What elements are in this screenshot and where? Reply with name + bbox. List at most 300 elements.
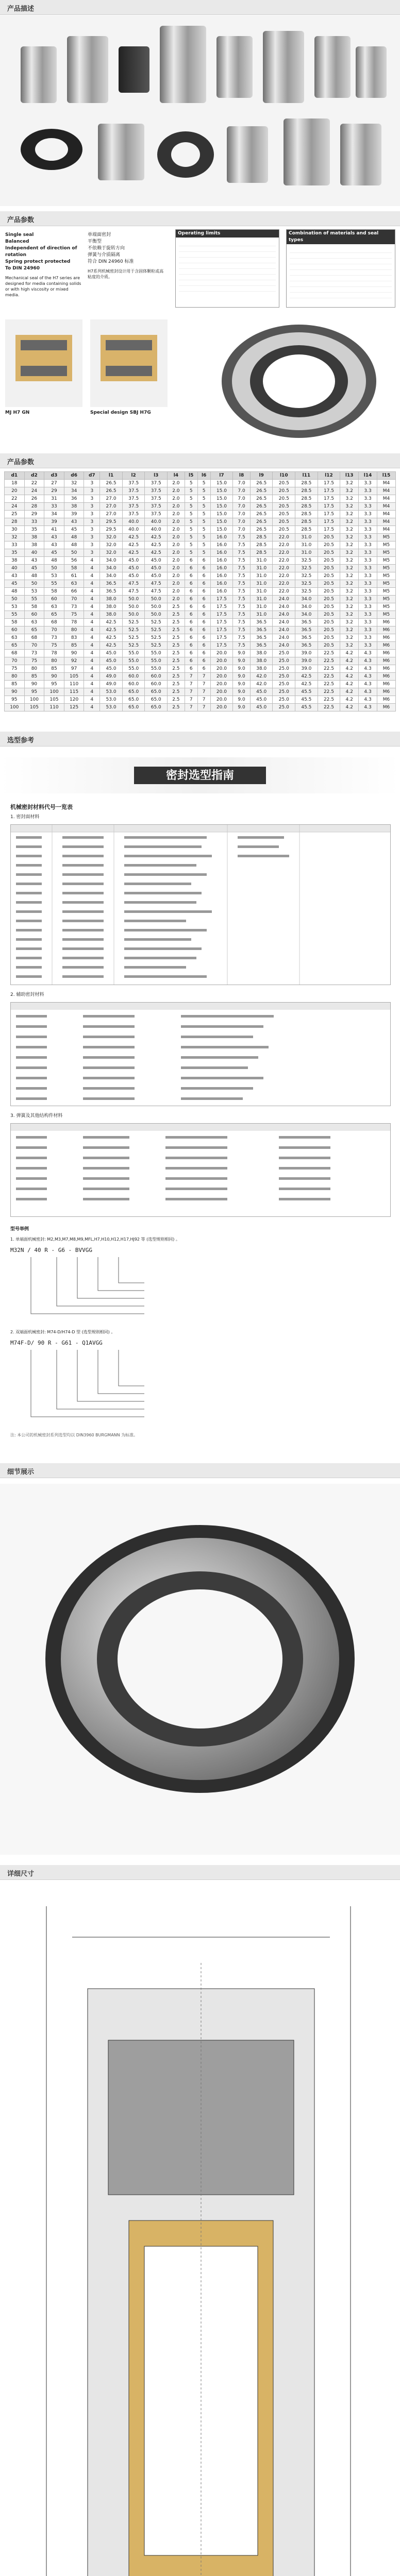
table-cell: 6 (185, 657, 197, 665)
table-cell: 26.5 (250, 526, 273, 534)
spec-table (4, 471, 396, 711)
table-cell: 2.0 (168, 511, 185, 518)
table-cell: 4 (84, 565, 100, 572)
table-cell: 4 (84, 673, 100, 681)
table-cell: 2.5 (168, 665, 185, 673)
table-cell: 3 (84, 549, 100, 557)
table-cell: 100 (24, 696, 44, 704)
table-cell: 6 (185, 588, 197, 596)
table-cell: 63 (24, 619, 44, 626)
table-cell: 70 (24, 642, 44, 650)
table-cell: 34.0 (295, 611, 318, 619)
table-row (5, 534, 396, 541)
table-cell: 9.0 (233, 673, 251, 681)
table-cell: 7.5 (233, 619, 251, 626)
table-cell: 4.3 (359, 665, 377, 673)
product-photo-collage (0, 15, 400, 206)
table-cell: 95 (24, 688, 44, 696)
model-right-label: Special design SBJ H7G (90, 410, 151, 415)
table-cell: 7.5 (233, 626, 251, 634)
table-row (5, 511, 396, 518)
table-cell: 37.5 (145, 487, 168, 495)
table-cell: 31.0 (295, 534, 318, 541)
spec-header-l1: l1 (100, 472, 123, 480)
table-cell: 4 (84, 704, 100, 711)
table-cell: 5 (197, 549, 210, 557)
table-cell: 3.3 (359, 518, 377, 526)
table-cell: 55.0 (145, 665, 168, 673)
table-cell: 2.0 (168, 526, 185, 534)
table-cell: 7 (197, 696, 210, 704)
table-cell: 4 (84, 572, 100, 580)
table-cell: 7 (197, 704, 210, 711)
seal-drawing-left (5, 319, 82, 407)
table-row (5, 681, 396, 688)
table-row (5, 603, 396, 611)
table-cell: 7.5 (233, 611, 251, 619)
table-cell: 16.0 (210, 580, 233, 588)
feature-en-2: Balanced (5, 239, 29, 244)
table-cell: 75 (24, 657, 44, 665)
table-cell: 7 (185, 704, 197, 711)
table-cell: 5 (197, 541, 210, 549)
table-cell: 4 (84, 657, 100, 665)
table-cell: 3 (84, 511, 100, 518)
table-cell: 38.0 (250, 665, 273, 673)
table-cell: 36.5 (250, 634, 273, 642)
table-cell: 4 (84, 626, 100, 634)
table-cell: 45.0 (100, 657, 123, 665)
main-seal-photo (206, 314, 392, 448)
operating-limits-box (175, 229, 279, 308)
table-cell: M4 (377, 511, 395, 518)
table-cell: 60 (24, 611, 44, 619)
table-row (5, 704, 396, 711)
table-cell: 3.3 (359, 588, 377, 596)
table-cell: 15.0 (210, 495, 233, 503)
table-cell: 105 (64, 673, 84, 681)
table-cell: 25.0 (273, 688, 295, 696)
table-cell: 26.5 (250, 518, 273, 526)
table-cell: 7.5 (233, 596, 251, 603)
table-cell: 36.5 (250, 642, 273, 650)
table-cell: 22.0 (273, 572, 295, 580)
spec-header-l13: l13 (340, 472, 359, 480)
table-cell: 4.3 (359, 681, 377, 688)
table-cell: M6 (377, 642, 395, 650)
table-cell: 26.5 (250, 503, 273, 511)
table-cell: 5 (197, 480, 210, 487)
table-cell: 7.0 (233, 503, 251, 511)
table-cell: 5 (185, 487, 197, 495)
table-cell: 20.5 (318, 603, 340, 611)
table-cell: M4 (377, 526, 395, 534)
table-cell: 2.0 (168, 549, 185, 557)
table-cell: 24.0 (273, 596, 295, 603)
table-cell: 26.5 (100, 487, 123, 495)
table-cell: 3.3 (359, 557, 377, 565)
table-cell: 65.0 (122, 688, 145, 696)
table-cell: 125 (64, 704, 84, 711)
table-cell: 100 (44, 688, 64, 696)
table-cell: 52.5 (122, 634, 145, 642)
table-cell: 6 (185, 557, 197, 565)
table-cell: 42.5 (122, 534, 145, 541)
table-cell: 17.5 (210, 603, 233, 611)
table-cell: 20.5 (318, 565, 340, 572)
table-cell: 38.0 (250, 657, 273, 665)
table-cell: 26.5 (250, 487, 273, 495)
table-cell: 17.5 (318, 480, 340, 487)
table-cell: 20.5 (318, 611, 340, 619)
table-cell: 17.5 (210, 626, 233, 634)
table-cell: 9.0 (233, 681, 251, 688)
table-cell: 4.3 (359, 688, 377, 696)
table-row (5, 665, 396, 673)
table-cell: 15.0 (210, 503, 233, 511)
table-cell: 6 (197, 580, 210, 588)
table-cell: 37.5 (122, 480, 145, 487)
table-cell: 43 (44, 534, 64, 541)
table-cell: 45 (64, 526, 84, 534)
table-cell: 17.5 (210, 596, 233, 603)
table-cell: M6 (377, 681, 395, 688)
table-cell: 40 (5, 565, 25, 572)
table-cell: M6 (377, 634, 395, 642)
table-cell: 6 (197, 650, 210, 657)
table-cell: M5 (377, 596, 395, 603)
table-cell: 38.0 (250, 650, 273, 657)
table-cell: 20.0 (210, 696, 233, 704)
table-cell: 52.5 (122, 642, 145, 650)
table-cell: 31.0 (250, 588, 273, 596)
table-cell: 3 (84, 487, 100, 495)
table-cell: 20.5 (273, 503, 295, 511)
spec-header-l9: l9 (250, 472, 273, 480)
feature-en-4: Spring protect protected (5, 259, 71, 264)
table-cell: 65.0 (145, 688, 168, 696)
table-cell: 45.5 (295, 688, 318, 696)
table-cell: 6 (197, 603, 210, 611)
table-cell: 42.5 (145, 549, 168, 557)
table-cell: 32 (64, 480, 84, 487)
table-cell: 25.0 (273, 673, 295, 681)
table-cell: 3.2 (340, 526, 359, 534)
table-cell: M5 (377, 549, 395, 557)
table-cell: 50.0 (122, 596, 145, 603)
table-cell: 45.0 (122, 565, 145, 572)
table-cell: 22.5 (318, 704, 340, 711)
table-cell: 40 (24, 549, 44, 557)
table-cell: 7.0 (233, 526, 251, 534)
table-cell: M5 (377, 603, 395, 611)
table-cell: 29.5 (100, 518, 123, 526)
table-cell: M6 (377, 619, 395, 626)
table-cell: 42.5 (100, 634, 123, 642)
table-cell: 39 (64, 511, 84, 518)
section-header-parameters: 产品参数 (0, 211, 400, 226)
table-row (5, 688, 396, 696)
table-cell: 3.3 (359, 642, 377, 650)
table-cell: 32 (5, 534, 25, 541)
table-cell: 22.0 (273, 549, 295, 557)
table-cell: 20.5 (318, 596, 340, 603)
table-cell: 7.0 (233, 518, 251, 526)
table-cell: 20.5 (273, 487, 295, 495)
table-cell: 47.5 (122, 580, 145, 588)
table-cell: 6 (197, 596, 210, 603)
table-cell: 31.0 (250, 557, 273, 565)
table-cell: 49.0 (100, 681, 123, 688)
table-cell: 17.5 (318, 495, 340, 503)
table-cell: 42.5 (145, 541, 168, 549)
table-cell: 2.5 (168, 626, 185, 634)
table-cell: 2.5 (168, 603, 185, 611)
table-cell: 15.0 (210, 487, 233, 495)
section-header-guide: 选型参考 (0, 732, 400, 747)
table-cell: 52.5 (145, 642, 168, 650)
table-row (5, 565, 396, 572)
table-cell: 20.5 (318, 619, 340, 626)
table-cell: 3.2 (340, 619, 359, 626)
spec-header-l11: l11 (295, 472, 318, 480)
table-cell: 3.2 (340, 549, 359, 557)
spec-header-l10: l10 (273, 472, 295, 480)
table-cell: 38.0 (100, 596, 123, 603)
table-cell: 4.2 (340, 650, 359, 657)
table-cell: 4 (84, 681, 100, 688)
table-row (5, 487, 396, 495)
table-cell: 6 (185, 619, 197, 626)
table-cell: 22.5 (318, 657, 340, 665)
table-cell: 37.5 (122, 511, 145, 518)
table-cell: M5 (377, 572, 395, 580)
table-cell: 22.0 (273, 557, 295, 565)
table-cell: 7.5 (233, 549, 251, 557)
guide-banner (0, 757, 400, 793)
table-cell: 2.0 (168, 480, 185, 487)
table-cell: 3.3 (359, 480, 377, 487)
table-cell: 3.3 (359, 495, 377, 503)
table-cell: 36.5 (295, 642, 318, 650)
table-cell: 17.5 (318, 511, 340, 518)
table-cell: 2.0 (168, 557, 185, 565)
table-cell: 36.5 (250, 619, 273, 626)
table-cell: 6 (185, 603, 197, 611)
table-cell: 9.0 (233, 688, 251, 696)
table-cell: 3.3 (359, 534, 377, 541)
table-cell: 7 (197, 688, 210, 696)
table-cell: 6 (197, 619, 210, 626)
table-cell: 7.0 (233, 511, 251, 518)
table-cell: 4.2 (340, 665, 359, 673)
table-cell: 42.0 (250, 681, 273, 688)
feature-cn-5: 符合 DIN 24960 标准 (88, 259, 134, 264)
table-cell: 50.0 (122, 603, 145, 611)
table-cell: 5 (185, 480, 197, 487)
table-cell: 3 (84, 503, 100, 511)
table-cell: 17.5 (210, 611, 233, 619)
table-cell: 34 (64, 487, 84, 495)
table-cell: 7.5 (233, 565, 251, 572)
table-cell: 90 (5, 688, 25, 696)
table-cell: 25.0 (273, 650, 295, 657)
table-cell: 2.0 (168, 534, 185, 541)
table-cell: 5 (197, 526, 210, 534)
table-cell: 6 (197, 557, 210, 565)
spec-header-l12: l12 (318, 472, 340, 480)
table-row (5, 503, 396, 511)
table-cell: 38 (64, 503, 84, 511)
feature-en-5: To DIN 24960 (5, 266, 40, 271)
table-cell: 4 (84, 588, 100, 596)
table-cell: 3.3 (359, 611, 377, 619)
table-row (5, 518, 396, 526)
table-cell: 17.5 (318, 503, 340, 511)
table-cell: 38 (5, 557, 25, 565)
table-row (5, 572, 396, 580)
detail-photo (0, 1484, 400, 1855)
table-cell: 43 (44, 541, 64, 549)
table-cell: 27.0 (100, 495, 123, 503)
table-cell: 27.0 (100, 511, 123, 518)
table-cell: 45.0 (145, 557, 168, 565)
table-cell: 55.0 (145, 657, 168, 665)
table-cell: 24.0 (273, 626, 295, 634)
table-cell: 34.0 (295, 603, 318, 611)
table-cell: 6 (185, 634, 197, 642)
table-cell: 2.5 (168, 704, 185, 711)
table-cell: 55 (5, 611, 25, 619)
guide-sub2: 2. 辅助密封材料 (10, 992, 44, 997)
table-cell: 61 (64, 572, 84, 580)
table-cell: 20.5 (318, 626, 340, 634)
table-cell: 45.0 (100, 650, 123, 657)
table-cell: 42.5 (145, 534, 168, 541)
table-cell: M6 (377, 704, 395, 711)
table-cell: 65.0 (145, 696, 168, 704)
table-cell: 22.5 (318, 696, 340, 704)
table-cell: 16.0 (210, 565, 233, 572)
table-cell: 3.3 (359, 603, 377, 611)
table-cell: 37.5 (145, 495, 168, 503)
table-cell: 31.0 (250, 596, 273, 603)
table-cell: 85 (44, 665, 64, 673)
table-cell: 3.2 (340, 596, 359, 603)
table-cell: 3.2 (340, 511, 359, 518)
table-cell: 42.5 (100, 619, 123, 626)
seal-photo-graphic (0, 15, 400, 206)
table-cell: 73 (44, 634, 64, 642)
table-cell: 56 (64, 557, 84, 565)
guide-sub1: 1. 密封面材料 (10, 815, 40, 820)
table-cell: M4 (377, 503, 395, 511)
table-cell: 6 (197, 634, 210, 642)
spec-header-d2: d2 (24, 472, 44, 480)
table-cell: 26 (24, 495, 44, 503)
table-cell: 47.5 (122, 588, 145, 596)
guide-sub3: 3. 弹簧及其他结构件材料 (10, 1113, 63, 1118)
table-cell: 55 (24, 596, 44, 603)
table-cell: 36.5 (100, 588, 123, 596)
table-cell: 28.5 (295, 518, 318, 526)
table-cell: 42.5 (100, 642, 123, 650)
table-cell: 24.0 (273, 603, 295, 611)
table-cell: 4 (84, 580, 100, 588)
table-cell: 20.5 (318, 541, 340, 549)
table-cell: 45 (44, 549, 64, 557)
table-cell: 20.5 (273, 495, 295, 503)
table-cell: 31.0 (250, 580, 273, 588)
table-cell: 3.2 (340, 487, 359, 495)
table-cell: 50.0 (145, 603, 168, 611)
table-cell: 7 (197, 673, 210, 681)
section-header-spec-table: 产品参数 (0, 453, 400, 468)
table-cell: 55.0 (122, 657, 145, 665)
table-cell: 3.3 (359, 487, 377, 495)
feature-cn-2: 平衡型 (88, 239, 102, 244)
table-cell: 70 (44, 626, 64, 634)
table-cell: 20.5 (318, 634, 340, 642)
feature-en-3: Independent of direction of rotation (5, 246, 77, 258)
guide-subtitle: 机械密封材料代号一览表 (10, 804, 73, 810)
table-cell: 5 (185, 541, 197, 549)
table-cell: 7.5 (233, 541, 251, 549)
table-row (5, 580, 396, 588)
table-cell: 5 (197, 487, 210, 495)
table-cell: 45.0 (145, 565, 168, 572)
table-cell: 97 (64, 665, 84, 673)
table-cell: 5 (197, 495, 210, 503)
table-cell: 65 (24, 626, 44, 634)
table-cell: 35 (5, 549, 25, 557)
spec-header-l2: l2 (122, 472, 145, 480)
table-cell: 36.5 (250, 626, 273, 634)
table-cell: 32.5 (295, 572, 318, 580)
table-cell: 42.5 (122, 541, 145, 549)
table-cell: 3.3 (359, 549, 377, 557)
table-cell: 55.0 (122, 665, 145, 673)
table-cell: 7 (185, 696, 197, 704)
spec-header-l3: l3 (145, 472, 168, 480)
table-cell: 31.0 (250, 611, 273, 619)
table-cell: 45.0 (250, 696, 273, 704)
table-cell: 28 (5, 518, 25, 526)
guide-example-title: 型号举例 (10, 1227, 29, 1232)
table-cell: 75 (64, 611, 84, 619)
table-cell: 6 (185, 572, 197, 580)
table-cell: 15.0 (210, 518, 233, 526)
table-cell: 28.5 (295, 495, 318, 503)
table-cell: 22.5 (318, 650, 340, 657)
table-cell: 17.5 (210, 634, 233, 642)
table-cell: 25.0 (273, 657, 295, 665)
table-cell: 28.5 (295, 480, 318, 487)
table-row (5, 495, 396, 503)
table-cell: 4.3 (359, 696, 377, 704)
guide-example-2-code: M74F-D/ 90 R - G61 - Q1AVGG (10, 1340, 103, 1346)
table-cell: 40.0 (122, 518, 145, 526)
table-cell: 53 (44, 572, 64, 580)
table-cell: 48 (64, 541, 84, 549)
table-cell: M5 (377, 565, 395, 572)
table-cell: 15.0 (210, 511, 233, 518)
spec-header-l6: l6 (197, 472, 210, 480)
table-cell: 28.5 (295, 511, 318, 518)
table-cell: 45.0 (250, 704, 273, 711)
table-cell: 38.0 (100, 611, 123, 619)
table-cell: M6 (377, 665, 395, 673)
